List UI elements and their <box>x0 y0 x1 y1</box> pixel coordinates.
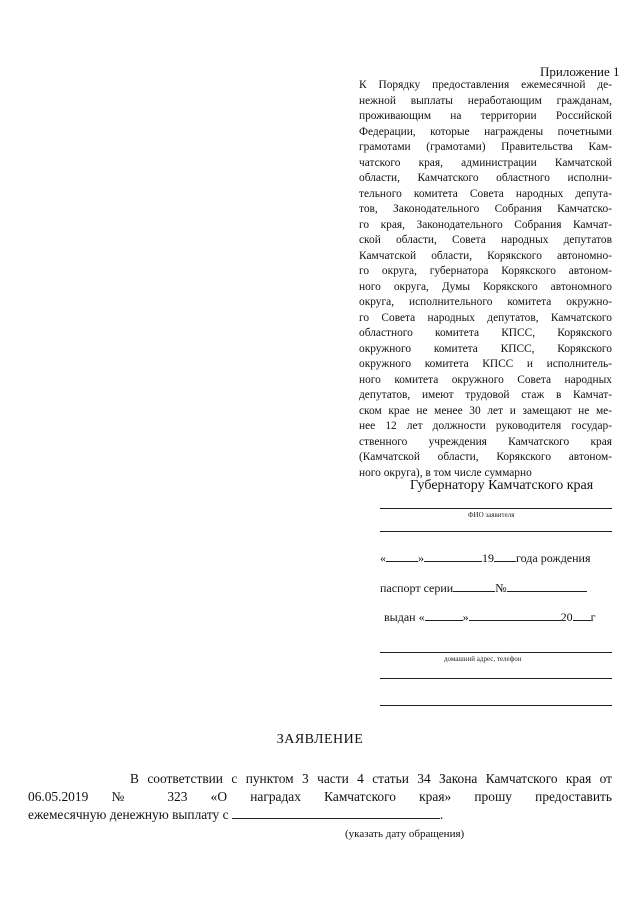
statement-line-3 <box>28 806 612 824</box>
request-date-field[interactable] <box>232 818 440 819</box>
issued-label: выдан « <box>384 610 425 624</box>
preamble-line: Федерации, которые награждены почетными <box>359 125 612 138</box>
statement-line-2: 06.05.2019 № 323 «О наградах Камчатского края» прошу предоставить <box>28 789 612 804</box>
preamble-line: нежной выплаты неработающим гражданам, <box>359 94 612 107</box>
statement-body-2 <box>28 788 612 806</box>
issued-row <box>384 610 596 625</box>
fio-caption: ФИО заявителя <box>468 511 515 519</box>
address-line-2[interactable] <box>380 678 612 679</box>
birth-suffix: года рождения <box>516 551 591 565</box>
statement-line-1: В соответствии с пунктом 3 части 4 статьи 34 Закона Камчатского края от <box>130 771 612 786</box>
preamble-line: тов, Законодательного Собрания Камчатско- <box>359 203 612 215</box>
preamble-line: чатского края, администрации Камчатской <box>359 156 612 169</box>
birth-year-field[interactable] <box>494 561 516 562</box>
preamble-line: ного округа, Думы Корякского автономного <box>359 280 612 293</box>
statement-body-3 <box>28 806 612 824</box>
preamble-line: го округа, губернатора Корякского автоном- <box>359 265 612 277</box>
preamble-line: окружного комитета КПСС и исполнитель- <box>359 358 612 370</box>
preamble-line: областного комитета КПСС, Корякского <box>359 327 612 339</box>
preamble-line: грамотами (грамотами) Правительства Кам- <box>359 141 612 153</box>
issued-day-field[interactable] <box>425 620 463 621</box>
preamble-line: ного комитета окружного Совета народных <box>359 373 612 386</box>
preamble-line: ском крае не менее 30 лет и замещают не ме- <box>359 404 612 417</box>
passport-series-label: паспорт серии <box>380 581 454 595</box>
birth-row <box>380 551 591 566</box>
issued-month-field[interactable] <box>469 620 561 621</box>
preamble-line: округа, исполнительного комитета окружно- <box>359 296 612 308</box>
preamble-line: области, Камчатского областного исполни- <box>359 172 612 184</box>
preamble-line: окружного комитета КПСС, Корякского <box>359 342 612 355</box>
birth-close-quote: » <box>418 551 424 565</box>
issued-year-suffix: г <box>590 610 596 624</box>
passport-series-field[interactable] <box>453 591 495 592</box>
addressee: Губернатору Камчатского края <box>410 478 594 493</box>
preamble-line: го Совета народных депутатов, Камчатского <box>359 311 612 324</box>
birth-open-quote: « <box>380 551 386 565</box>
issued-year-prefix: 20 <box>560 610 573 624</box>
preamble-line: тельного комитета Совета народных депута- <box>359 187 612 200</box>
issued-year-field[interactable] <box>573 620 591 621</box>
birth-year-prefix: 19 <box>482 551 494 565</box>
statement-title: ЗАЯВЛЕНИЕ <box>276 732 364 747</box>
statement-body <box>100 770 612 788</box>
birth-day-field[interactable] <box>386 561 418 562</box>
fio-line[interactable] <box>380 508 612 509</box>
address-caption: домашний адрес, телефон <box>444 655 522 663</box>
preamble-line: ного округа), в том числе суммарно <box>359 466 532 479</box>
statement-line-3-prefix: ежемесячную денежную выплату с <box>28 807 229 822</box>
issued-close-quote: » <box>462 610 469 624</box>
preamble-line: ской области, Совета народных депутатов <box>359 234 612 246</box>
address-line[interactable] <box>380 652 612 653</box>
preamble-line: К Порядку предоставления ежемесячной де- <box>359 79 612 91</box>
passport-row <box>380 581 587 596</box>
preamble-line: депутатов, имеют трудовой стаж в Камчат- <box>359 389 612 401</box>
address-line-3[interactable] <box>380 705 612 706</box>
preamble-text <box>359 78 612 481</box>
preamble-line: проживающим на территории Российской <box>359 110 612 122</box>
appendix-label: Приложение 1 <box>540 64 620 79</box>
preamble-line: (Камчатской области, Корякского автоном- <box>359 451 612 463</box>
preamble-line: нее 12 лет должности руководителя государ- <box>359 420 612 432</box>
preamble-line: ственного учреждения Камчатского края <box>359 435 612 448</box>
birth-month-field[interactable] <box>424 561 482 562</box>
statement-line-3-suffix: . <box>439 807 444 822</box>
date-caption: (указать дату обращения) <box>345 828 465 840</box>
preamble-line: Камчатской области, Корякского автономно- <box>359 249 612 262</box>
fio-line-2[interactable] <box>380 531 612 532</box>
passport-number-field[interactable] <box>507 591 587 592</box>
preamble-line: го края, Законодательного Собрания Камчат- <box>359 218 612 231</box>
passport-number-label: № <box>495 581 507 595</box>
